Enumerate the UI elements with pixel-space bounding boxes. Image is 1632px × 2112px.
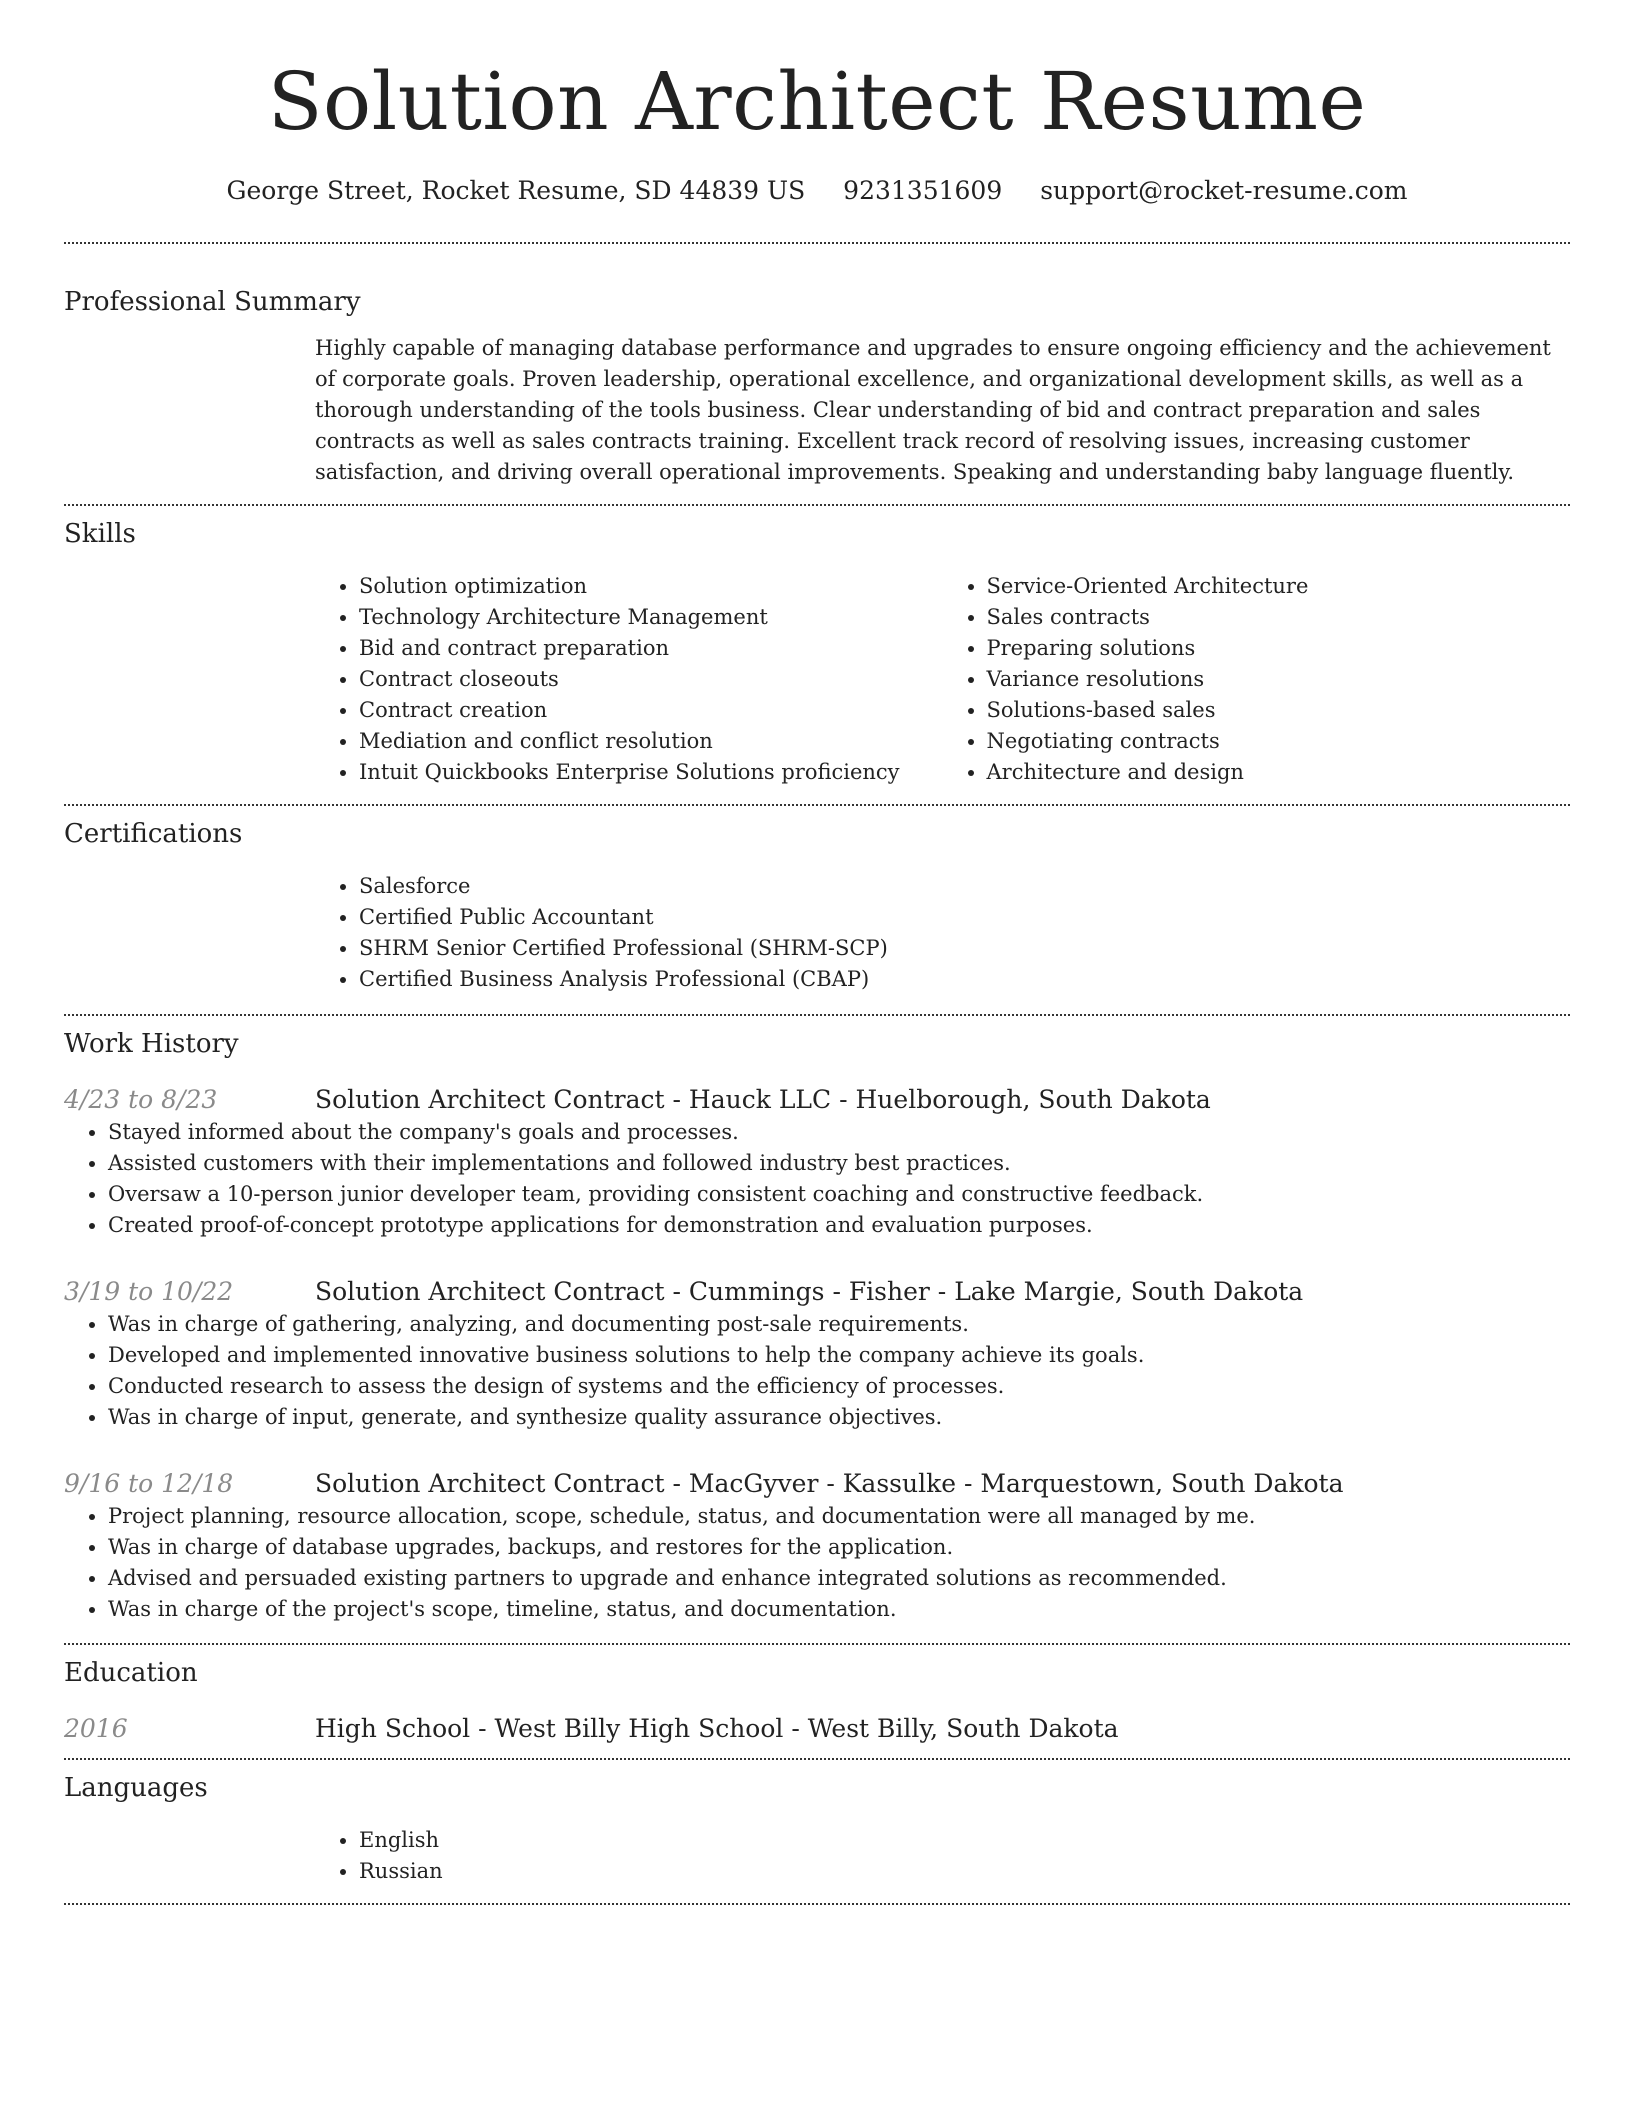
contact-address: George Street, Rocket Resume, SD 44839 US xyxy=(226,176,806,205)
education-title: High School - West Billy High School - West Billy, South Dakota xyxy=(315,1714,1119,1743)
list-item: • Service-Oriented Architecture xyxy=(987,571,1571,602)
resume-title: Solution Architect Resume xyxy=(267,55,1367,148)
contact-line xyxy=(64,174,1570,208)
divider xyxy=(64,242,1570,244)
contact-email: support@rocket-resume.com xyxy=(1040,176,1408,205)
languages-list xyxy=(315,1825,1570,1887)
list-item: • Solution optimization xyxy=(359,571,943,602)
list-item: • Advised and persuaded existing partners to upgrade and enhance integrated solutions as recommended. xyxy=(108,1563,1570,1594)
list-item: • Assisted customers with their implementations and followed industry best practices. xyxy=(108,1148,1570,1179)
list-item: • Developed and implemented innovative business solutions to help the company achieve its goals. xyxy=(108,1340,1570,1371)
divider xyxy=(64,1758,1570,1760)
summary-section xyxy=(64,285,1570,488)
list-item: • Preparing solutions xyxy=(987,633,1571,664)
job-header xyxy=(64,1467,1570,1501)
job-entry xyxy=(64,1467,1570,1625)
list-item: • Intuit Quickbooks Enterprise Solutions proficiency xyxy=(359,757,943,788)
job-header xyxy=(64,1083,1570,1117)
list-item: • Contract creation xyxy=(359,695,943,726)
list-item: • Was in charge of the project's scope, timeline, status, and documentation. xyxy=(108,1594,1570,1625)
job-dates: 9/16 to 12/18 xyxy=(64,1469,234,1498)
divider xyxy=(64,1643,1570,1645)
resume-page xyxy=(64,0,1570,1905)
list-item: • Negotiating contracts xyxy=(987,726,1571,757)
list-item: • Bid and contract preparation xyxy=(359,633,943,664)
certifications-heading: Certifications xyxy=(64,819,243,849)
list-item: • Oversaw a 10-person junior developer team, providing consistent coaching and constructive feedback. xyxy=(108,1179,1570,1210)
list-item: • Project planning, resource allocation, scope, schedule, status, and documentation were all managed by me. xyxy=(108,1501,1570,1532)
list-item: • Contract closeouts xyxy=(359,664,943,695)
job-dates: 3/19 to 10/22 xyxy=(64,1277,234,1306)
summary-heading: Professional Summary xyxy=(64,287,361,317)
divider xyxy=(64,1014,1570,1016)
list-item: • Certified Business Analysis Professional (CBAP) xyxy=(359,964,1570,995)
summary-text: Highly capable of managing database performance and upgrades to ensure ongoing efficiency and the achievement of corporate goals. Proven leadership, operational excellence, and organizational development skills, as well as a thorough understanding of the tools business. Clear understanding of bid and contract preparation and sales contracts as well as sales contracts training. Excellent track record of resolving issues, increasing customer satisfaction, and driving overall operational improvements. Speaking and understanding baby language fluently. xyxy=(315,336,1551,484)
job-title: Solution Architect Contract - Hauck LLC - Huelborough, South Dakota xyxy=(315,1085,1211,1114)
list-item: • Mediation and conflict resolution xyxy=(359,726,943,757)
work-heading: Work History xyxy=(64,1029,239,1059)
divider xyxy=(64,1903,1570,1905)
skills-list-left xyxy=(315,571,943,788)
list-item: • Sales contracts xyxy=(987,602,1571,633)
job-bullets xyxy=(64,1501,1570,1625)
job-dates: 4/23 to 8/23 xyxy=(64,1085,218,1114)
work-section xyxy=(64,1027,1570,1625)
skills-heading: Skills xyxy=(64,519,136,549)
certifications-section xyxy=(64,817,1570,995)
languages-section xyxy=(64,1771,1570,1887)
education-heading: Education xyxy=(64,1658,198,1688)
certifications-content xyxy=(315,871,1570,995)
contact-phone: 9231351609 xyxy=(843,176,1003,205)
job-entry xyxy=(64,1275,1570,1433)
list-item: • Russian xyxy=(359,1856,1570,1887)
job-entry xyxy=(64,1083,1570,1241)
list-item: • English xyxy=(359,1825,1570,1856)
list-item: • SHRM Senior Certified Professional (SHRM-SCP) xyxy=(359,933,1570,964)
list-item: • Certified Public Accountant xyxy=(359,902,1570,933)
list-item: • Salesforce xyxy=(359,871,1570,902)
job-title: Solution Architect Contract - MacGyver - Kassulke - Marquestown, South Dakota xyxy=(315,1469,1344,1498)
list-item: • Was in charge of input, generate, and synthesize quality assurance objectives. xyxy=(108,1402,1570,1433)
summary-content xyxy=(315,333,1570,488)
education-year: 2016 xyxy=(64,1714,128,1743)
list-item: • Was in charge of gathering, analyzing, and documenting post-sale requirements. xyxy=(108,1309,1570,1340)
languages-content xyxy=(315,1825,1570,1887)
skills-section xyxy=(64,517,1570,788)
list-item: • Architecture and design xyxy=(987,757,1571,788)
job-bullets xyxy=(64,1309,1570,1433)
job-header xyxy=(64,1275,1570,1309)
divider xyxy=(64,804,1570,806)
skills-list-right xyxy=(943,571,1571,788)
job-bullets xyxy=(64,1117,1570,1241)
list-item: • Solutions-based sales xyxy=(987,695,1571,726)
divider xyxy=(64,504,1570,506)
list-item: • Technology Architecture Management xyxy=(359,602,943,633)
languages-heading: Languages xyxy=(64,1773,208,1803)
certifications-list xyxy=(315,871,1570,995)
list-item: • Conducted research to assess the design of systems and the efficiency of processes. xyxy=(108,1371,1570,1402)
skills-content xyxy=(315,571,1570,788)
education-entry xyxy=(64,1712,1570,1746)
job-title: Solution Architect Contract - Cummings - Fisher - Lake Margie, South Dakota xyxy=(315,1277,1304,1306)
list-item: • Stayed informed about the company's goals and processes. xyxy=(108,1117,1570,1148)
education-section xyxy=(64,1656,1570,1746)
list-item: • Was in charge of database upgrades, backups, and restores for the application. xyxy=(108,1532,1570,1563)
list-item: • Created proof-of-concept prototype applications for demonstration and evaluation purposes. xyxy=(108,1210,1570,1241)
list-item: • Variance resolutions xyxy=(987,664,1571,695)
